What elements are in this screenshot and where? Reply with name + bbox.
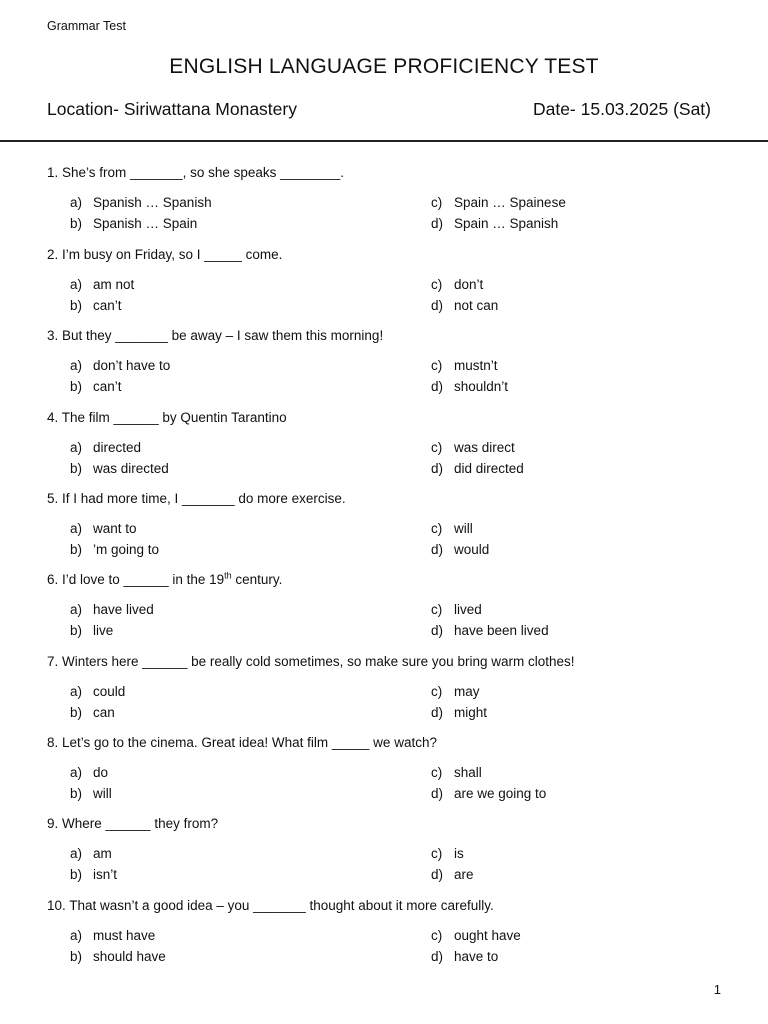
question-stem: 10. That wasn’t a good idea – you _______ thought about it more carefully. xyxy=(47,898,494,913)
option-a[interactable]: a) am not xyxy=(70,277,135,292)
page-number: 1 xyxy=(713,982,721,997)
option-d[interactable]: d) are xyxy=(431,867,474,882)
option-c[interactable]: c) is xyxy=(431,846,464,861)
question-1 xyxy=(47,165,747,245)
option-b[interactable]: b) Spanish … Spain xyxy=(70,216,198,231)
option-c[interactable]: c) may xyxy=(431,684,480,699)
question-6 xyxy=(47,572,747,652)
option-c[interactable]: c) mustn’t xyxy=(431,358,498,373)
option-a[interactable]: a) want to xyxy=(70,521,137,536)
option-c[interactable]: c) Spain … Spainese xyxy=(431,195,566,210)
option-c[interactable]: c) shall xyxy=(431,765,482,780)
question-4 xyxy=(47,410,747,490)
question-stem: 8. Let’s go to the cinema. Great idea! What film _____ we watch? xyxy=(47,735,437,750)
option-d[interactable]: d) might xyxy=(431,705,488,720)
question-stem: 3. But they _______ be away – I saw them this morning! xyxy=(47,328,384,343)
option-c[interactable]: c) lived xyxy=(431,602,482,617)
option-d[interactable]: d) are we going to xyxy=(431,786,547,801)
question-7 xyxy=(47,654,747,734)
option-d[interactable]: d) shouldn’t xyxy=(431,379,509,394)
question-stem: 4. The film ______ by Quentin Tarantino xyxy=(47,410,287,425)
option-b[interactable]: b) can’t xyxy=(70,298,122,313)
header-divider xyxy=(0,140,768,142)
option-d[interactable]: d) have been lived xyxy=(431,623,549,638)
option-c[interactable]: c) ought have xyxy=(431,928,521,943)
question-8 xyxy=(47,735,747,815)
question-5 xyxy=(47,491,747,571)
option-b[interactable]: b) ’m going to xyxy=(70,542,160,557)
question-stem: 6. I’d love to ______ in the 19th century. xyxy=(47,570,283,587)
question-stem: 7. Winters here ______ be really cold sometimes, so make sure you bring warm clothes! xyxy=(47,654,575,669)
question-stem: 5. If I had more time, I _______ do more exercise. xyxy=(47,491,346,506)
question-3 xyxy=(47,328,747,408)
option-d[interactable]: d) not can xyxy=(431,298,499,313)
question-9 xyxy=(47,816,747,896)
option-a[interactable]: a) do xyxy=(70,765,109,780)
test-location: Location- Siriwattana Monastery xyxy=(47,99,297,119)
option-c[interactable]: c) don’t xyxy=(431,277,484,292)
option-c[interactable]: c) was direct xyxy=(431,440,515,455)
option-b[interactable]: b) isn’t xyxy=(70,867,118,882)
question-10 xyxy=(47,898,747,978)
option-a[interactable]: a) Spanish … Spanish xyxy=(70,195,212,210)
option-c[interactable]: c) will xyxy=(431,521,473,536)
option-b[interactable]: b) was directed xyxy=(70,461,169,476)
question-stem: 9. Where ______ they from? xyxy=(47,816,219,831)
question-stem: 1. She’s from _______, so she speaks ________. xyxy=(47,165,344,180)
test-title: ENGLISH LANGUAGE PROFICIENCY TEST xyxy=(169,55,599,78)
option-b[interactable]: b) live xyxy=(70,623,114,638)
option-a[interactable]: a) must have xyxy=(70,928,156,943)
question-stem: 2. I’m busy on Friday, so I _____ come. xyxy=(47,247,283,262)
option-d[interactable]: d) would xyxy=(431,542,490,557)
option-d[interactable]: d) Spain … Spanish xyxy=(431,216,559,231)
question-2 xyxy=(47,247,747,327)
option-a[interactable]: a) am xyxy=(70,846,112,861)
option-b[interactable]: b) can xyxy=(70,705,115,720)
option-b[interactable]: b) will xyxy=(70,786,112,801)
option-b[interactable]: b) can’t xyxy=(70,379,122,394)
option-a[interactable]: a) could xyxy=(70,684,126,699)
option-b[interactable]: b) should have xyxy=(70,949,166,964)
option-a[interactable]: a) directed xyxy=(70,440,142,455)
option-a[interactable]: a) have lived xyxy=(70,602,154,617)
option-d[interactable]: d) have to xyxy=(431,949,499,964)
option-a[interactable]: a) don’t have to xyxy=(70,358,171,373)
document-header-label: Grammar Test xyxy=(47,19,126,33)
option-d[interactable]: d) did directed xyxy=(431,461,524,476)
test-date: Date- 15.03.2025 (Sat) xyxy=(532,99,711,119)
